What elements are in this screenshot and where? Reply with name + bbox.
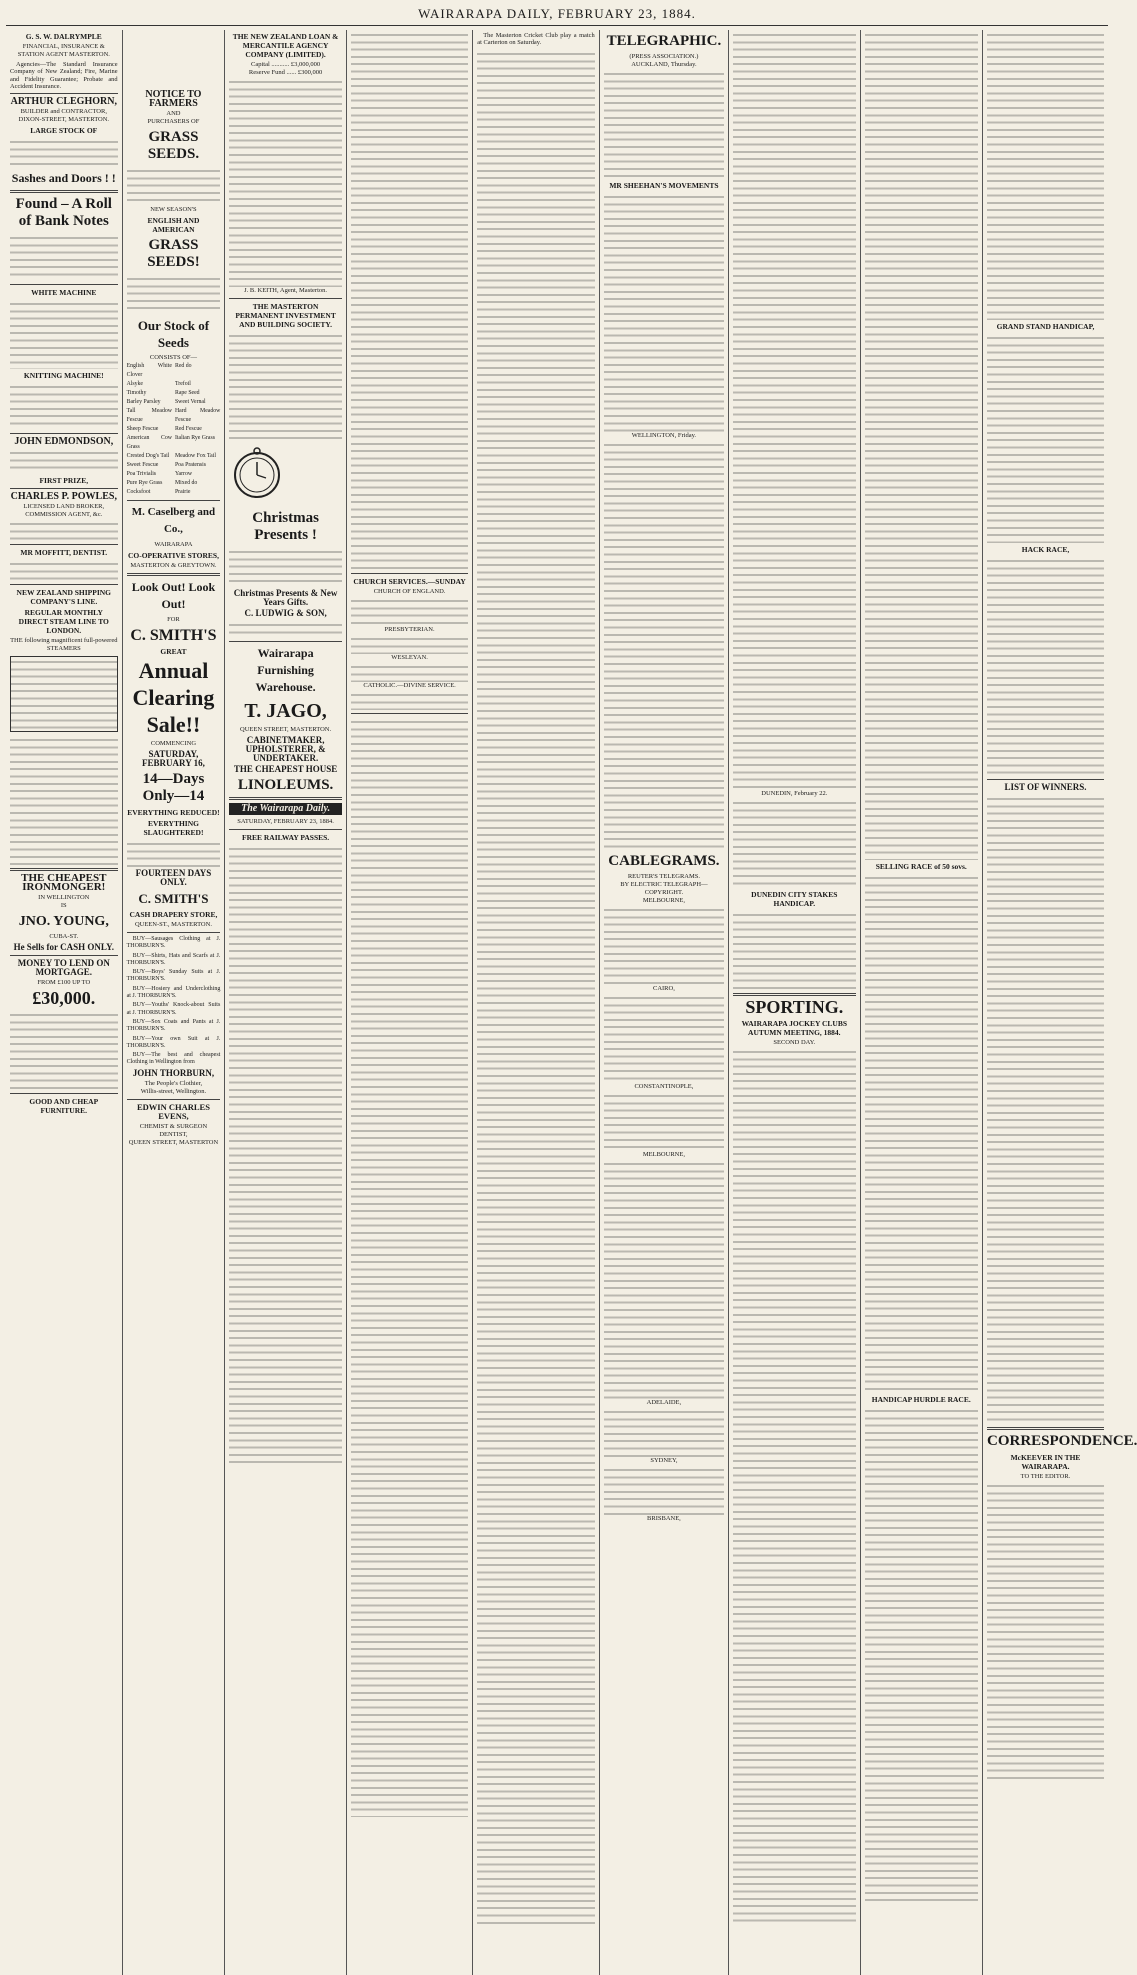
church-england: CHURCH OF ENGLAND. <box>373 588 446 595</box>
seed-item: Rape Seed <box>174 390 200 396</box>
catholic-body <box>351 690 468 710</box>
column-1 <box>6 30 123 1975</box>
church-england-body <box>351 596 468 626</box>
column-8 <box>861 30 984 1975</box>
buy-line: BUY—Hosiery and Underclothing at J. THORBURN'S. <box>126 985 221 1000</box>
seed-item: Trefoil <box>174 381 191 387</box>
buy-line: BUY—Youths' Knock-about Suits at J. THORBURN'S. <box>126 1002 221 1016</box>
column-7 <box>729 30 860 1975</box>
seed-item: Red Fescue <box>174 426 202 432</box>
grass2-heading: GRASS SEEDS! <box>147 237 200 270</box>
cleghorn-body <box>10 137 118 167</box>
grand-stand-body <box>987 333 1104 543</box>
coop-sub: MASTERTON & GREYTOWN. <box>130 562 217 569</box>
last-winners: LIST OF WINNERS. <box>1004 782 1087 792</box>
cairo-body <box>604 993 724 1083</box>
great-label: GREAT <box>160 647 187 656</box>
dunedin-body <box>733 798 855 888</box>
clearing-label: Clearing <box>132 685 215 710</box>
nz-loan-agent: J. B. KEITH, Agent, Masterton. <box>244 287 328 294</box>
edmondson-name: JOHN EDMONDSON, <box>14 436 114 448</box>
seed-item: Barley Parsley <box>126 399 161 405</box>
local-news-body <box>477 49 594 1929</box>
buy-line: BUY—Your own Suit at J. THORBURN'S. <box>126 1035 221 1049</box>
eng-amer: ENGLISH AND AMERICAN <box>147 216 200 234</box>
coop-heading: CO-OPERATIVE STORES, <box>127 551 219 560</box>
cash-drapery: CASH DRAPERY STORE, <box>129 910 218 919</box>
electric-telegraph: BY ELECTRIC TELEGRAPH—COPYRIGHT. <box>620 881 708 896</box>
sale-body <box>127 839 221 867</box>
linoleums-heading: LINOLEUMS. <box>237 777 334 794</box>
smiths2-name: C. SMITH'S <box>138 891 209 906</box>
seed-item: Tall Meadow Fescue <box>126 408 172 423</box>
race-report-body <box>733 1047 855 1927</box>
wesleyan: WESLEYAN. <box>391 654 428 661</box>
sashes-heading: Sashes and Doors ! ! <box>11 171 116 186</box>
new-season: NEW SEASON'S <box>150 206 197 213</box>
days14-label: 14—Days Only—14 <box>142 771 205 804</box>
seed-item: American Cow Grass <box>126 435 172 450</box>
caselberg-name: M. Caselberg and Co., <box>131 506 216 535</box>
jago-street: QUEEN STREET, MASTERTON. <box>240 726 332 734</box>
races-body <box>865 30 979 860</box>
commencing-label: COMMENCING <box>150 740 197 747</box>
wairarapa-label: WAIRARAPA <box>154 541 193 548</box>
column-3 <box>225 30 347 1975</box>
column-container <box>6 30 1137 1975</box>
seed-item: Yarrow <box>174 471 193 477</box>
for-label: FOR <box>167 616 180 623</box>
seed-item: Crested Dog's Tail <box>126 453 170 459</box>
sydney-body <box>604 1465 724 1515</box>
in-wellington: IN WELLINGTON <box>38 894 90 902</box>
seed-item: Sweet Fescue <box>126 462 159 468</box>
buy-line: BUY—Boys' Sunday Suits at J. THORBURN'S. <box>126 969 221 983</box>
thorburn-outfitter: The People's Clothier, <box>144 1079 203 1087</box>
sporting-heading: SPORTING. <box>745 997 844 1017</box>
paper-date: SATURDAY, FEBRUARY 23, 1884. <box>237 817 334 825</box>
seed-item: Sweet Vernal <box>174 399 206 405</box>
sydney-dateline: SYDNEY, <box>650 1457 678 1464</box>
grass2-body <box>127 274 221 314</box>
brisbane-dateline: BRISBANE, <box>647 1515 681 1522</box>
is-label: IS <box>60 902 67 910</box>
money-range: FROM £100 UP TO <box>37 979 91 987</box>
found-body <box>10 233 118 281</box>
good-cheap-heading: GOOD AND CHEAP FURNITURE. <box>29 1097 99 1116</box>
adelaide-body <box>604 1407 724 1457</box>
mckeever-heading: McKEEVER IN THE WAIRARAPA. <box>1010 1453 1081 1471</box>
hack-body-top <box>987 30 1104 320</box>
reserve-line: Reserve Fund ...... £300,000 <box>248 69 323 76</box>
furnishing-heading: Wairarapa Furnishing Warehouse. <box>255 646 316 695</box>
seed-list <box>127 362 221 497</box>
reuters-label: REUTER'S TELEGRAMS. <box>627 873 701 880</box>
ludwig-name: C. LUDWIG & SON, <box>244 608 327 619</box>
constantinople-body <box>604 1091 724 1151</box>
purchasers-label: PURCHASERS OF <box>147 118 200 125</box>
thorburn-address: Willis-street, Wellington. <box>140 1087 207 1095</box>
column-2 <box>123 30 226 1975</box>
money-body <box>10 1010 118 1090</box>
money-heading: MONEY TO LEND ON MORTGAGE. <box>17 958 110 978</box>
presbyterian-body <box>351 634 468 654</box>
powles-name: CHARLES P. POWLES, <box>10 491 117 503</box>
news-body <box>351 717 468 1817</box>
powles-body <box>10 519 118 541</box>
seed-item: English White Clover <box>126 363 172 378</box>
column-6 <box>600 30 729 1975</box>
second-day: SECOND DAY. <box>773 1039 816 1046</box>
shipping-table <box>10 656 118 732</box>
melbourne2-dateline: MELBOURNE, <box>642 1151 685 1158</box>
buy-line: BUY—Sausages Clothing at J. THORBURN'S. <box>126 936 221 950</box>
nz-loan-body <box>229 77 342 287</box>
hurdle-body <box>865 1406 979 1906</box>
cuba-street: CUBA-ST. <box>49 933 79 941</box>
melbourne-body <box>604 905 724 985</box>
money-amount: £30,000. <box>32 988 96 1009</box>
powles-sub: LICENSED LAND BROKER, COMMISSION AGENT, &c. <box>23 503 105 519</box>
cablegrams-heading: CABLEGRAMS. <box>608 853 720 869</box>
seed-item: Poa Trivialis <box>126 471 157 477</box>
cleghorn-sub: BUILDER and CONTRACTOR, DIXON-STREET, MASTERTON. <box>18 108 110 124</box>
found-heading: Found – A Roll of Bank Notes <box>15 196 112 230</box>
free-rail-heading: FREE RAILWAY PASSES. <box>241 832 330 842</box>
seed-item: Timothy <box>126 390 147 396</box>
moffitt-heading: MR MOFFITT, DENTIST. <box>20 548 108 558</box>
column-5 <box>473 30 599 1975</box>
paper-title: The Wairarapa Daily. <box>229 803 342 814</box>
nz-loan-heading: THE NEW ZEALAND LOAN & MERCANTILE AGENCY COMPANY (LIMITED). <box>232 32 339 59</box>
masthead: WAIRARAPA DAILY, FEBRUARY 23, 1884. <box>6 6 1108 26</box>
white-machine-body <box>10 299 118 369</box>
grass-heading: GRASS SEEDS. <box>147 129 200 162</box>
seed-item: Pure Rye Grass <box>126 480 163 486</box>
auckland-dateline: AUCKLAND, Thursday. <box>631 61 697 68</box>
annual-label: Annual <box>138 658 209 683</box>
edmondson-body <box>10 448 118 474</box>
seed-item: Cocksfoot <box>126 489 151 495</box>
our-stock-heading: Our Stock of Seeds <box>137 318 210 350</box>
saturday-date: SATURDAY, FEBRUARY 16, <box>142 749 205 768</box>
correspondence-heading: CORRESPONDENCE. <box>987 1433 1137 1449</box>
watch-icon <box>229 445 285 501</box>
monthly-heading: REGULAR MONTHLY DIRECT STEAM LINE TO LONDON. <box>18 608 109 636</box>
telegraph-continued <box>733 30 855 790</box>
column-4 <box>347 30 473 1975</box>
dalrymple-name: G. S. W. DALRYMPLE <box>25 32 102 41</box>
seed-item: Hard Meadow Fescue <box>174 408 221 423</box>
cricket-note: The Masterton Cricket Club play a match at Carterton on Saturday. <box>477 32 595 47</box>
seed-item: Italian Rye Grass <box>174 435 215 441</box>
cairo-dateline: CAIRO, <box>652 985 675 992</box>
wesleyan-body <box>351 662 468 682</box>
buy-line: BUY—Shirts, Hats and Scarfs at J. THORBURN'S. <box>126 952 221 966</box>
cheapest-house: THE CHEAPEST HOUSE <box>233 764 338 775</box>
press-association: (PRESS ASSOCIATION.) <box>629 53 699 60</box>
constantinople-dateline: CONSTANTINOPLE, <box>634 1083 694 1090</box>
slaughtered-label: EVERYTHING SLAUGHTERED! <box>143 819 204 837</box>
seed-item: Red do <box>174 363 192 369</box>
catholic: CATHOLIC.—DIVINE SERVICE. <box>363 682 456 689</box>
winners-body <box>987 794 1104 1424</box>
white-machine-heading: WHITE MACHINE <box>31 288 97 298</box>
xmas-body <box>229 547 342 587</box>
seed-item: Prairie <box>174 489 191 495</box>
seed-item: Mixed do <box>174 480 198 486</box>
buy-list <box>127 936 221 1067</box>
lookout-heading: Look Out! Look Out! <box>131 580 216 611</box>
column-9 <box>983 30 1137 1975</box>
young-name: JNO. YOUNG, <box>18 914 109 930</box>
wellington-dateline: WELLINGTON, Friday. <box>631 432 697 439</box>
dalrymple-sub: FINANCIAL, INSURANCE & STATION AGENT MASTERTON. <box>17 43 110 58</box>
dunedin-dateline: DUNEDIN, February 22. <box>761 790 828 797</box>
moffitt-body <box>10 559 118 581</box>
consists-label: CONSISTS OF— <box>149 354 198 361</box>
free-rail-body <box>229 844 342 1464</box>
grass-body <box>127 166 221 206</box>
dunedin-stakes: DUNEDIN CITY STAKES HANDICAP. <box>751 890 838 908</box>
seed-item: Meadow Fox Tail <box>174 453 216 459</box>
and-label: AND <box>166 110 181 117</box>
seed-item: Poa Pratensis <box>174 462 207 468</box>
auckland-body <box>604 69 724 179</box>
knitting-body <box>10 382 118 430</box>
edwin-address: QUEEN STREET, MASTERTON <box>128 1138 219 1146</box>
buy-line: BUY—Sox Coats and Pants at J. THORBURN'S. <box>126 1018 221 1033</box>
building-heading: THE MASTERTON PERMANENT INVESTMENT AND BUILDING SOCIETY. <box>235 302 336 329</box>
jago-name: T. JAGO, <box>244 700 327 723</box>
capital-line: Capital ........... £3,000,000 <box>251 61 321 68</box>
dunedin-stakes-body <box>733 910 855 990</box>
hack-race: HACK RACE, <box>1021 545 1070 554</box>
fourteen-days: FOURTEEN DAYS ONLY. <box>135 868 212 887</box>
smiths-name: C. SMITH'S <box>130 627 217 644</box>
notice-heading: NOTICE TO FARMERS <box>145 89 202 109</box>
selling-race: SELLING RACE of 50 sovs. <box>875 862 967 871</box>
letter-body <box>987 1481 1104 1781</box>
grand-stand: GRAND STAND HANDICAP, <box>996 322 1095 331</box>
adelaide-dateline: ADELAIDE, <box>646 1399 682 1406</box>
selling-race-body <box>865 873 979 1393</box>
wellington-body <box>604 440 724 850</box>
dalrymple-agencies: Agencies—The Standard Insurance Company of New Zealand; Fire, Marine and Fidelity Guarantee; Probate and Accident Insurance. <box>10 61 118 90</box>
sheehan-heading: MR SHEEHAN'S MOVEMENTS <box>609 181 719 190</box>
ludwig-body <box>229 620 342 638</box>
sheehan-body <box>604 192 724 432</box>
xmas-heading: Christmas Presents ! <box>252 510 319 544</box>
queen-st: QUEEN-ST., MASTERTON. <box>134 921 212 928</box>
jockey-heading: WAIRARAPA JOCKEY CLUBS AUTUMN MEETING, 1884. <box>741 1019 848 1037</box>
sale-label: Sale!! <box>146 712 201 737</box>
cash-only: He Sells for CASH ONLY. <box>13 942 114 953</box>
steamers-heading: THE following magnificent full-powered STEAMERS <box>10 637 118 653</box>
seed-item: Sheep Fescue <box>126 426 159 432</box>
knitting-heading: KNITTING MACHINE! <box>23 371 104 381</box>
cabinet-heading: CABINETMAKER, UPHOLSTERER, & UNDERTAKER. <box>245 735 326 764</box>
reduced-label: EVERYTHING REDUCED! <box>127 808 220 817</box>
edwin-name: EDWIN CHARLES EVENS, <box>136 1101 210 1121</box>
editorial-body <box>351 30 468 570</box>
prize-heading: FIRST PRIZE, <box>39 476 89 486</box>
stock-heading: LARGE STOCK OF <box>30 126 98 136</box>
presbyterian: PRESBYTERIAN. <box>384 626 435 633</box>
melbourne-dateline: MELBOURNE, <box>642 897 685 904</box>
building-body <box>229 331 342 441</box>
edwin-title: CHEMIST & SURGEON DENTIST, <box>139 1122 208 1138</box>
xmas-line: Christmas Presents & New Years Gifts. <box>233 588 338 608</box>
cheapest-heading: THE CHEAPEST IRONMONGER! <box>21 872 107 894</box>
to-editor: TO THE EDITOR. <box>1020 1473 1071 1480</box>
shipping-body <box>10 735 118 865</box>
cleghorn-name: ARTHUR CLEGHORN, <box>10 96 117 108</box>
telegraphic-heading: TELEGRAPHIC. <box>606 33 722 49</box>
hack-race-body <box>987 556 1104 776</box>
seed-item: Alsyke <box>126 381 144 387</box>
melbourne2-body <box>604 1159 724 1399</box>
shipping-heading: NEW ZEALAND SHIPPING COMPANY'S LINE. <box>16 588 112 607</box>
thorburn-name: JOHN THORBURN, <box>132 1067 215 1078</box>
church-heading: CHURCH SERVICES.—SUNDAY <box>353 577 466 586</box>
buy-line: BUY—The best and cheapest Clothing in Wellington from <box>126 1052 221 1066</box>
handicap-hurdle: HANDICAP HURDLE RACE. <box>871 1395 971 1404</box>
